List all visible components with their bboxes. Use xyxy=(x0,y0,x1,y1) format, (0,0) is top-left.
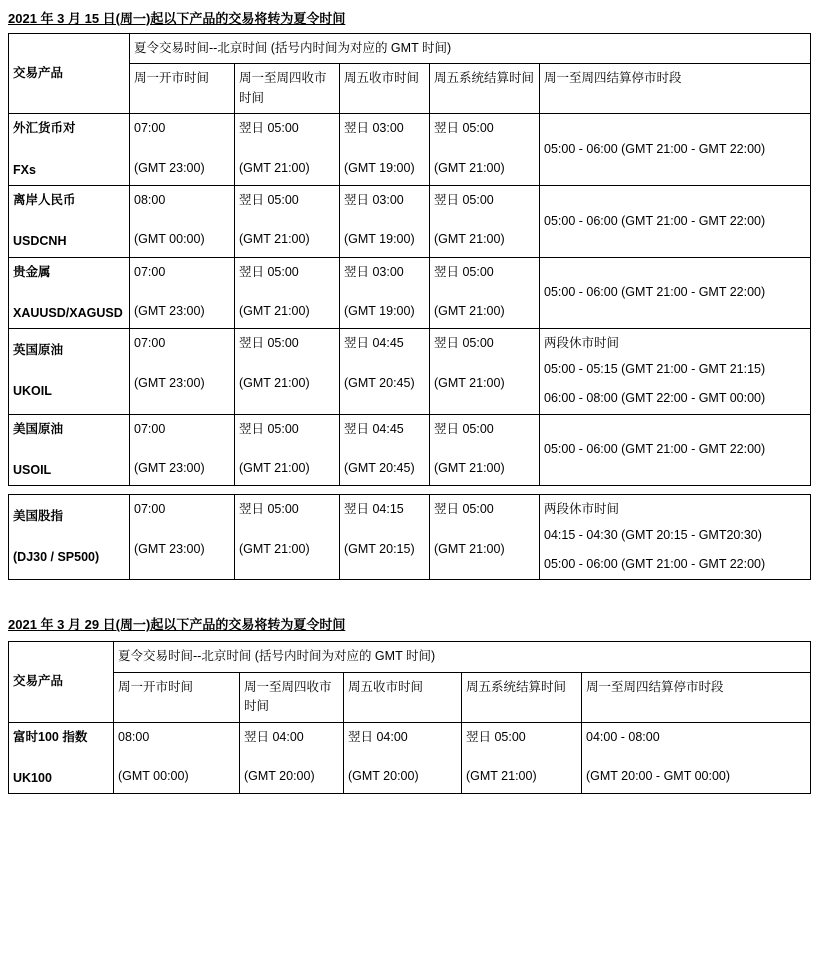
cell-mon-open xyxy=(130,185,235,257)
cell-rest-period xyxy=(582,722,811,794)
value-local: 翌日 05:00 xyxy=(239,421,299,436)
cell-fri-settlement xyxy=(430,495,540,580)
header-col-fri-settlement: 周五系统结算时间 xyxy=(462,672,582,722)
cell-mon-open xyxy=(130,495,235,580)
cell-fri-settlement xyxy=(430,329,540,414)
header-col-mon-open: 周一开市时间 xyxy=(114,672,240,722)
rest-period-title: 两段休市时间 xyxy=(544,502,620,517)
value-gmt: (GMT 20:45) xyxy=(344,460,415,475)
value-gmt: (GMT 21:00) xyxy=(239,232,310,247)
product-name-cn: 离岸人民币 xyxy=(13,192,76,207)
cell-fri-close xyxy=(344,722,462,794)
cell-rest-period xyxy=(540,329,811,414)
value-local: 翌日 05:00 xyxy=(434,264,494,279)
section-heading-1: 2021 年 3 月 15 日(周一)起以下产品的交易将转为夏令时间 xyxy=(8,11,346,26)
value-local: 07:00 xyxy=(134,264,166,279)
value-gmt: (GMT 00:00) xyxy=(118,768,189,783)
value-local: 翌日 04:00 xyxy=(348,729,408,744)
value-gmt: (GMT 19:00) xyxy=(344,304,415,318)
table-row xyxy=(9,257,811,329)
value-local: 翌日 04:15 xyxy=(344,502,404,517)
header-group-summer-hours: 夏令交易时间--北京时间 (括号内时间为对应的 GMT 时间) xyxy=(114,642,811,672)
product-symbol: (DJ30 / SP500) xyxy=(13,550,100,565)
value-gmt: (GMT 20:15) xyxy=(344,541,415,556)
rest-period-title: 两段休市时间 xyxy=(544,336,620,351)
value-local: 08:00 xyxy=(118,729,150,744)
cell-mon-open xyxy=(130,114,235,186)
header-product: 交易产品 xyxy=(9,34,130,114)
table-header-row-group xyxy=(9,34,811,64)
rest-period-line: 05:00 - 06:00 (GMT 21:00 - GMT 22:00) xyxy=(544,557,766,571)
cell-product xyxy=(9,257,130,329)
trading-hours-table-1 xyxy=(8,33,811,580)
cell-fri-close xyxy=(340,495,430,580)
value-local: 翌日 05:00 xyxy=(239,264,299,279)
value-local: 翌日 04:45 xyxy=(344,421,404,436)
cell-mon-thu-close xyxy=(235,257,340,329)
cell-fri-settlement xyxy=(430,257,540,329)
cell-product xyxy=(9,414,130,486)
cell-fri-close xyxy=(340,114,430,186)
value-gmt: (GMT 21:00) xyxy=(434,160,505,175)
value-local: 翌日 05:00 xyxy=(434,421,494,436)
cell-fri-close xyxy=(340,257,430,329)
value-gmt: (GMT 21:00) xyxy=(434,541,505,556)
cell-mon-open xyxy=(130,257,235,329)
value-local: 翌日 05:00 xyxy=(434,502,494,517)
value-gmt: (GMT 21:00) xyxy=(434,304,505,318)
header-col-mon-thu-close: 周一至周四收市时间 xyxy=(235,64,340,114)
cell-mon-open xyxy=(114,722,240,794)
value-gmt: (GMT 23:00) xyxy=(134,160,205,175)
cell-rest-period xyxy=(540,495,811,580)
cell-fri-settlement xyxy=(430,114,540,186)
table-row xyxy=(9,185,811,257)
value-local: 翌日 05:00 xyxy=(239,192,299,207)
value-local: 翌日 05:00 xyxy=(239,336,299,351)
cell-mon-thu-close xyxy=(235,414,340,486)
trading-hours-table-2 xyxy=(8,641,811,794)
value-local: 翌日 03:00 xyxy=(344,192,404,207)
value-local: 07:00 xyxy=(134,336,166,351)
cell-rest-period xyxy=(540,414,811,486)
value-gmt: (GMT 00:00) xyxy=(134,232,205,247)
rest-period-line: 04:00 - 08:00 xyxy=(586,729,660,744)
product-name-cn: 英国原油 xyxy=(13,343,64,358)
value-local: 07:00 xyxy=(134,502,166,517)
rest-period-line: 05:00 - 05:15 (GMT 21:00 - GMT 21:15) xyxy=(544,361,766,376)
product-symbol: UK100 xyxy=(13,770,52,785)
table-row xyxy=(9,414,811,486)
rest-period-line: 05:00 - 06:00 (GMT 21:00 - GMT 22:00) xyxy=(544,442,766,457)
cell-product xyxy=(9,329,130,414)
rest-period-line: 05:00 - 06:00 (GMT 21:00 - GMT 22:00) xyxy=(544,213,766,228)
table-header-row-columns xyxy=(9,672,811,722)
value-gmt: (GMT 19:00) xyxy=(344,160,415,175)
value-gmt: (GMT 21:00) xyxy=(434,375,505,390)
value-gmt: (GMT 21:00) xyxy=(239,375,310,390)
cell-mon-thu-close xyxy=(235,185,340,257)
value-local: 翌日 05:00 xyxy=(466,729,526,744)
value-gmt: (GMT 21:00) xyxy=(239,304,310,318)
cell-rest-period xyxy=(540,114,811,186)
product-name-cn: 贵金属 xyxy=(13,264,51,279)
rest-period-line: 04:15 - 04:30 (GMT 20:15 - GMT20:30) xyxy=(544,527,762,542)
cell-mon-thu-close xyxy=(235,329,340,414)
cell-mon-thu-close xyxy=(235,114,340,186)
cell-mon-thu-close xyxy=(240,722,344,794)
header-group-summer-hours: 夏令交易时间--北京时间 (括号内时间为对应的 GMT 时间) xyxy=(130,34,811,64)
table-header-row-columns xyxy=(9,64,811,114)
rest-period-line: 05:00 - 06:00 (GMT 21:00 - GMT 22:00) xyxy=(544,285,766,300)
header-col-fri-close: 周五收市时间 xyxy=(344,672,462,722)
value-gmt: (GMT 20:00) xyxy=(348,768,419,783)
value-gmt: (GMT 19:00) xyxy=(344,232,415,247)
cell-fri-settlement xyxy=(430,414,540,486)
rest-period-line: 06:00 - 08:00 (GMT 22:00 - GMT 00:00) xyxy=(544,391,766,406)
cell-fri-close xyxy=(340,414,430,486)
value-gmt: (GMT 23:00) xyxy=(134,375,205,390)
product-name-cn: 美国原油 xyxy=(13,421,64,436)
header-col-mon-thu-close: 周一至周四收市时间 xyxy=(240,672,344,722)
cell-product xyxy=(9,185,130,257)
table-row xyxy=(9,329,811,414)
value-local: 翌日 03:00 xyxy=(344,264,404,279)
product-symbol: UKOIL xyxy=(13,384,52,399)
header-product: 交易产品 xyxy=(9,642,114,722)
value-local: 翌日 03:00 xyxy=(344,121,404,136)
header-col-rest-period: 周一至周四结算停市时段 xyxy=(540,64,811,114)
product-name-cn: 外汇货币对 xyxy=(13,121,76,136)
value-gmt: (GMT 20:00) xyxy=(244,768,315,783)
product-symbol: USOIL xyxy=(13,462,52,477)
cell-product xyxy=(9,722,114,794)
value-local: 翌日 05:00 xyxy=(434,121,494,136)
value-gmt: (GMT 21:00) xyxy=(466,768,537,783)
value-local: 翌日 05:00 xyxy=(239,121,299,136)
header-col-fri-close: 周五收市时间 xyxy=(340,64,430,114)
cell-mon-open xyxy=(130,329,235,414)
table-header-row-group xyxy=(9,642,811,672)
cell-fri-settlement xyxy=(430,185,540,257)
value-gmt: (GMT 21:00) xyxy=(239,541,310,556)
value-gmt: (GMT 20:45) xyxy=(344,375,415,390)
value-local: 翌日 04:00 xyxy=(244,729,304,744)
cell-product xyxy=(9,114,130,186)
value-gmt: (GMT 21:00) xyxy=(434,460,505,475)
cell-product xyxy=(9,495,130,580)
rest-period-line: 05:00 - 06:00 (GMT 21:00 - GMT 22:00) xyxy=(544,141,766,156)
value-local: 翌日 05:00 xyxy=(434,192,494,207)
value-gmt: (GMT 21:00) xyxy=(239,460,310,475)
value-local: 07:00 xyxy=(134,421,166,436)
table-row-spacer xyxy=(9,486,811,495)
cell-fri-settlement xyxy=(462,722,582,794)
cell-mon-open xyxy=(130,414,235,486)
value-local: 翌日 05:00 xyxy=(434,336,494,351)
value-local: 08:00 xyxy=(134,192,166,207)
value-gmt: (GMT 23:00) xyxy=(134,541,205,556)
header-col-rest-period: 周一至周四结算停市时段 xyxy=(582,672,811,722)
cell-rest-period xyxy=(540,185,811,257)
product-symbol: USDCNH xyxy=(13,234,67,249)
table-row xyxy=(9,114,811,186)
rest-period-line: (GMT 20:00 - GMT 00:00) xyxy=(586,768,731,783)
value-local: 翌日 04:45 xyxy=(344,336,404,351)
product-name-cn: 美国股指 xyxy=(13,508,64,523)
cell-fri-close xyxy=(340,185,430,257)
table-row xyxy=(9,722,811,794)
header-col-fri-settlement: 周五系统结算时间 xyxy=(430,64,540,114)
value-local: 翌日 05:00 xyxy=(239,502,299,517)
value-gmt: (GMT 23:00) xyxy=(134,304,205,318)
product-symbol: FXs xyxy=(13,162,36,177)
cell-fri-close xyxy=(340,329,430,414)
table-row xyxy=(9,495,811,580)
value-gmt: (GMT 21:00) xyxy=(239,160,310,175)
section-heading-2: 2021 年 3 月 29 日(周一)起以下产品的交易将转为夏令时间 xyxy=(8,617,346,633)
value-gmt: (GMT 23:00) xyxy=(134,460,205,475)
product-name-cn: 富时100 指数 xyxy=(13,729,88,744)
cell-rest-period xyxy=(540,257,811,329)
product-symbol: XAUUSD/XAGUSD xyxy=(13,306,123,320)
cell-mon-thu-close xyxy=(235,495,340,580)
value-local: 07:00 xyxy=(134,121,166,136)
header-col-mon-open: 周一开市时间 xyxy=(130,64,235,114)
value-gmt: (GMT 21:00) xyxy=(434,232,505,247)
